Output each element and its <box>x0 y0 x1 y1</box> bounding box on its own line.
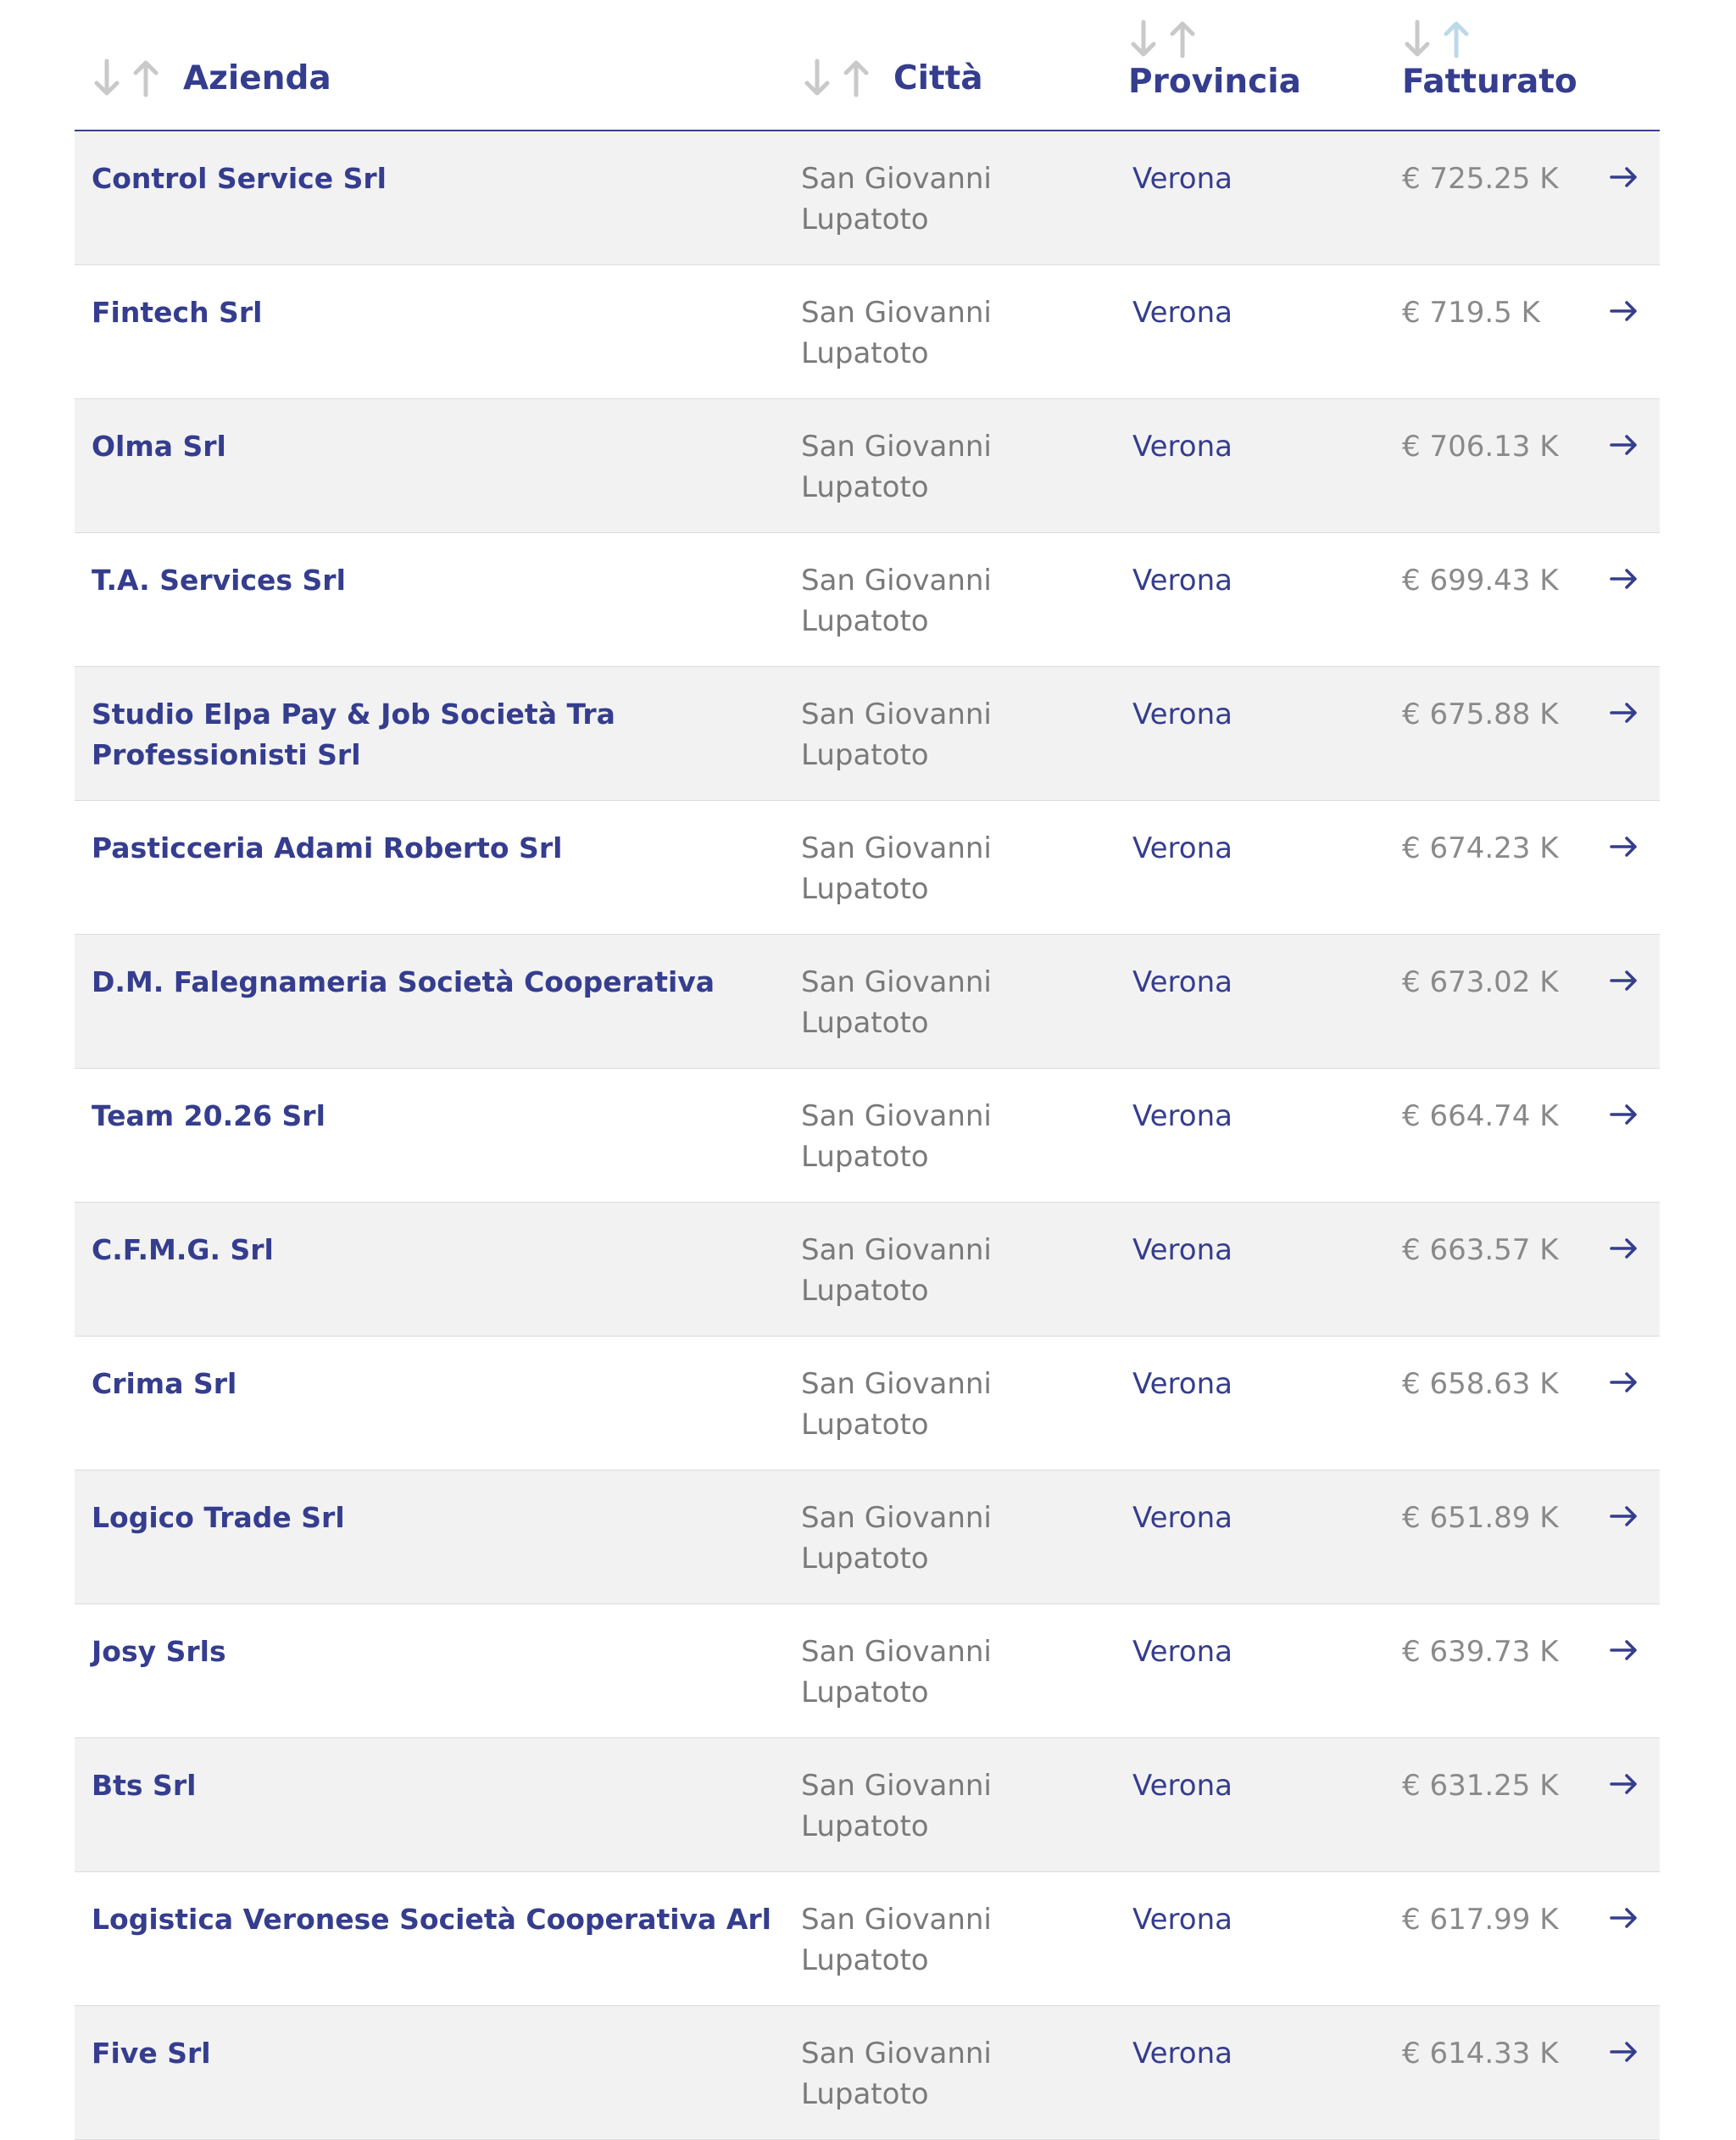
revenue-cell: € 699.43 K <box>1402 564 1559 598</box>
arrow-right-icon <box>1609 296 1639 326</box>
row-arrow-button[interactable] <box>1609 1367 1639 1398</box>
city-cell: San Giovanni Lupatoto <box>801 1099 992 1174</box>
header-citta-label: Città <box>893 58 983 97</box>
row-arrow-button[interactable] <box>1609 698 1639 728</box>
province-cell: Verona <box>1132 1635 1232 1669</box>
table-row[interactable] <box>75 667 1660 801</box>
table-row[interactable] <box>75 533 1660 667</box>
revenue-cell: € 631.25 K <box>1402 1769 1559 1803</box>
arrow-right-icon <box>1609 698 1639 728</box>
row-arrow-button[interactable] <box>1609 1903 1639 1933</box>
company-name-link[interactable]: Logistica Veronese Società Cooperativa Arl <box>92 1903 771 1936</box>
row-arrow-button[interactable] <box>1609 296 1639 326</box>
sort-down-arrow-icon[interactable] <box>92 56 122 100</box>
table-body <box>75 131 1660 2140</box>
revenue-cell: € 617.99 K <box>1402 1903 1559 1937</box>
table-row[interactable] <box>75 265 1660 399</box>
company-name-link[interactable]: C.F.M.G. Srl <box>92 1233 274 1266</box>
city-cell: San Giovanni Lupatoto <box>801 698 992 772</box>
header-fatturato[interactable] <box>1402 17 1577 101</box>
province-cell: Verona <box>1132 1233 1232 1267</box>
sort-fatturato[interactable] <box>1402 17 1472 61</box>
table-row[interactable] <box>75 1203 1660 1337</box>
revenue-cell: € 639.73 K <box>1402 1635 1559 1669</box>
arrow-right-icon <box>1609 831 1639 862</box>
city-cell: San Giovanni Lupatoto <box>801 430 992 504</box>
table-row[interactable] <box>75 1604 1660 1738</box>
row-arrow-button[interactable] <box>1609 1635 1639 1665</box>
arrow-right-icon <box>1609 1635 1639 1665</box>
row-arrow-button[interactable] <box>1609 1769 1639 1799</box>
table-row[interactable] <box>75 1738 1660 1872</box>
province-cell: Verona <box>1132 1367 1232 1401</box>
sort-down-arrow-icon[interactable] <box>1128 17 1159 61</box>
header-provincia[interactable] <box>1128 17 1301 101</box>
company-name-link[interactable]: Studio Elpa Pay & Job Società Tra Professionisti Srl <box>92 698 615 771</box>
row-arrow-button[interactable] <box>1609 1099 1639 1130</box>
city-cell: San Giovanni Lupatoto <box>801 564 992 638</box>
sort-up-arrow-icon-active[interactable] <box>1441 17 1472 61</box>
city-cell: San Giovanni Lupatoto <box>801 1903 992 1977</box>
company-name-link[interactable]: D.M. Falegnameria Società Cooperativa <box>92 965 715 998</box>
sort-azienda[interactable] <box>92 56 161 100</box>
arrow-right-icon <box>1609 1501 1639 1531</box>
province-cell: Verona <box>1132 1769 1232 1803</box>
table-row[interactable] <box>75 1069 1660 1203</box>
arrow-right-icon <box>1609 1099 1639 1130</box>
company-name-link[interactable]: Olma Srl <box>92 430 226 463</box>
city-cell: San Giovanni Lupatoto <box>801 1501 992 1576</box>
province-cell: Verona <box>1132 296 1232 330</box>
company-name-link[interactable]: Pasticceria Adami Roberto Srl <box>92 831 563 864</box>
header-fatturato-label: Fatturato <box>1402 63 1577 101</box>
sort-up-arrow-icon[interactable] <box>841 56 871 100</box>
arrow-right-icon <box>1609 162 1639 192</box>
province-cell: Verona <box>1132 1099 1232 1133</box>
province-cell: Verona <box>1132 1501 1232 1535</box>
arrow-right-icon <box>1609 1903 1639 1933</box>
province-cell: Verona <box>1132 1903 1232 1937</box>
row-arrow-button[interactable] <box>1609 1233 1639 1264</box>
company-name-link[interactable]: Logico Trade Srl <box>92 1501 345 1534</box>
table-row[interactable] <box>75 131 1660 265</box>
revenue-cell: € 651.89 K <box>1402 1501 1559 1535</box>
sort-up-arrow-icon[interactable] <box>131 56 161 100</box>
arrow-right-icon <box>1609 430 1639 460</box>
row-arrow-button[interactable] <box>1609 2037 1639 2067</box>
row-arrow-button[interactable] <box>1609 1501 1639 1531</box>
city-cell: San Giovanni Lupatoto <box>801 1769 992 1843</box>
province-cell: Verona <box>1132 430 1232 464</box>
company-name-link[interactable]: Fintech Srl <box>92 296 263 329</box>
row-arrow-button[interactable] <box>1609 965 1639 996</box>
header-azienda[interactable] <box>92 56 331 100</box>
row-arrow-button[interactable] <box>1609 430 1639 460</box>
city-cell: San Giovanni Lupatoto <box>801 2037 992 2111</box>
table-header <box>75 0 1660 131</box>
sort-down-arrow-icon[interactable] <box>802 56 832 100</box>
city-cell: San Giovanni Lupatoto <box>801 1233 992 1308</box>
province-cell: Verona <box>1132 965 1232 999</box>
arrow-right-icon <box>1609 1367 1639 1398</box>
revenue-cell: € 706.13 K <box>1402 430 1559 464</box>
sort-provincia[interactable] <box>1128 17 1198 61</box>
table-row[interactable] <box>75 1337 1660 1470</box>
arrow-right-icon <box>1609 2037 1639 2067</box>
table-row[interactable] <box>75 1470 1660 1604</box>
province-cell: Verona <box>1132 831 1232 865</box>
city-cell: San Giovanni Lupatoto <box>801 965 992 1040</box>
province-cell: Verona <box>1132 698 1232 731</box>
revenue-cell: € 725.25 K <box>1402 162 1559 196</box>
company-name-link[interactable]: Bts Srl <box>92 1769 197 1802</box>
companies-table <box>75 0 1660 2140</box>
revenue-cell: € 673.02 K <box>1402 965 1559 999</box>
sort-citta[interactable] <box>802 56 871 100</box>
table-row[interactable] <box>75 935 1660 1069</box>
table-row[interactable] <box>75 2006 1660 2140</box>
city-cell: San Giovanni Lupatoto <box>801 831 992 906</box>
table-row[interactable] <box>75 1872 1660 2006</box>
revenue-cell: € 719.5 K <box>1402 296 1540 330</box>
company-name-link[interactable]: T.A. Services Srl <box>92 564 346 597</box>
arrow-right-icon <box>1609 1769 1639 1799</box>
sort-up-arrow-icon[interactable] <box>1167 17 1198 61</box>
arrow-right-icon <box>1609 1233 1639 1264</box>
table-row[interactable] <box>75 399 1660 533</box>
revenue-cell: € 658.63 K <box>1402 1367 1559 1401</box>
header-citta[interactable] <box>802 56 983 100</box>
city-cell: San Giovanni Lupatoto <box>801 1635 992 1709</box>
revenue-cell: € 675.88 K <box>1402 698 1559 731</box>
revenue-cell: € 664.74 K <box>1402 1099 1559 1133</box>
table-row[interactable] <box>75 801 1660 935</box>
arrow-right-icon <box>1609 965 1639 996</box>
company-name-link[interactable]: Five Srl <box>92 2037 211 2070</box>
city-cell: San Giovanni Lupatoto <box>801 162 992 236</box>
city-cell: San Giovanni Lupatoto <box>801 1367 992 1442</box>
company-name-link[interactable]: Crima Srl <box>92 1367 237 1400</box>
row-arrow-button[interactable] <box>1609 162 1639 192</box>
sort-down-arrow-icon[interactable] <box>1402 17 1433 61</box>
company-name-link[interactable]: Josy Srls <box>92 1635 226 1668</box>
row-arrow-button[interactable] <box>1609 564 1639 594</box>
company-name-link[interactable]: Team 20.26 Srl <box>92 1099 326 1132</box>
header-azienda-label: Azienda <box>183 58 331 97</box>
header-provincia-label: Provincia <box>1128 63 1301 101</box>
province-cell: Verona <box>1132 564 1232 598</box>
city-cell: San Giovanni Lupatoto <box>801 296 992 370</box>
province-cell: Verona <box>1132 2037 1232 2071</box>
revenue-cell: € 663.57 K <box>1402 1233 1559 1267</box>
revenue-cell: € 614.33 K <box>1402 2037 1559 2071</box>
revenue-cell: € 674.23 K <box>1402 831 1559 865</box>
row-arrow-button[interactable] <box>1609 831 1639 862</box>
company-name-link[interactable]: Control Service Srl <box>92 162 387 195</box>
arrow-right-icon <box>1609 564 1639 594</box>
province-cell: Verona <box>1132 162 1232 196</box>
